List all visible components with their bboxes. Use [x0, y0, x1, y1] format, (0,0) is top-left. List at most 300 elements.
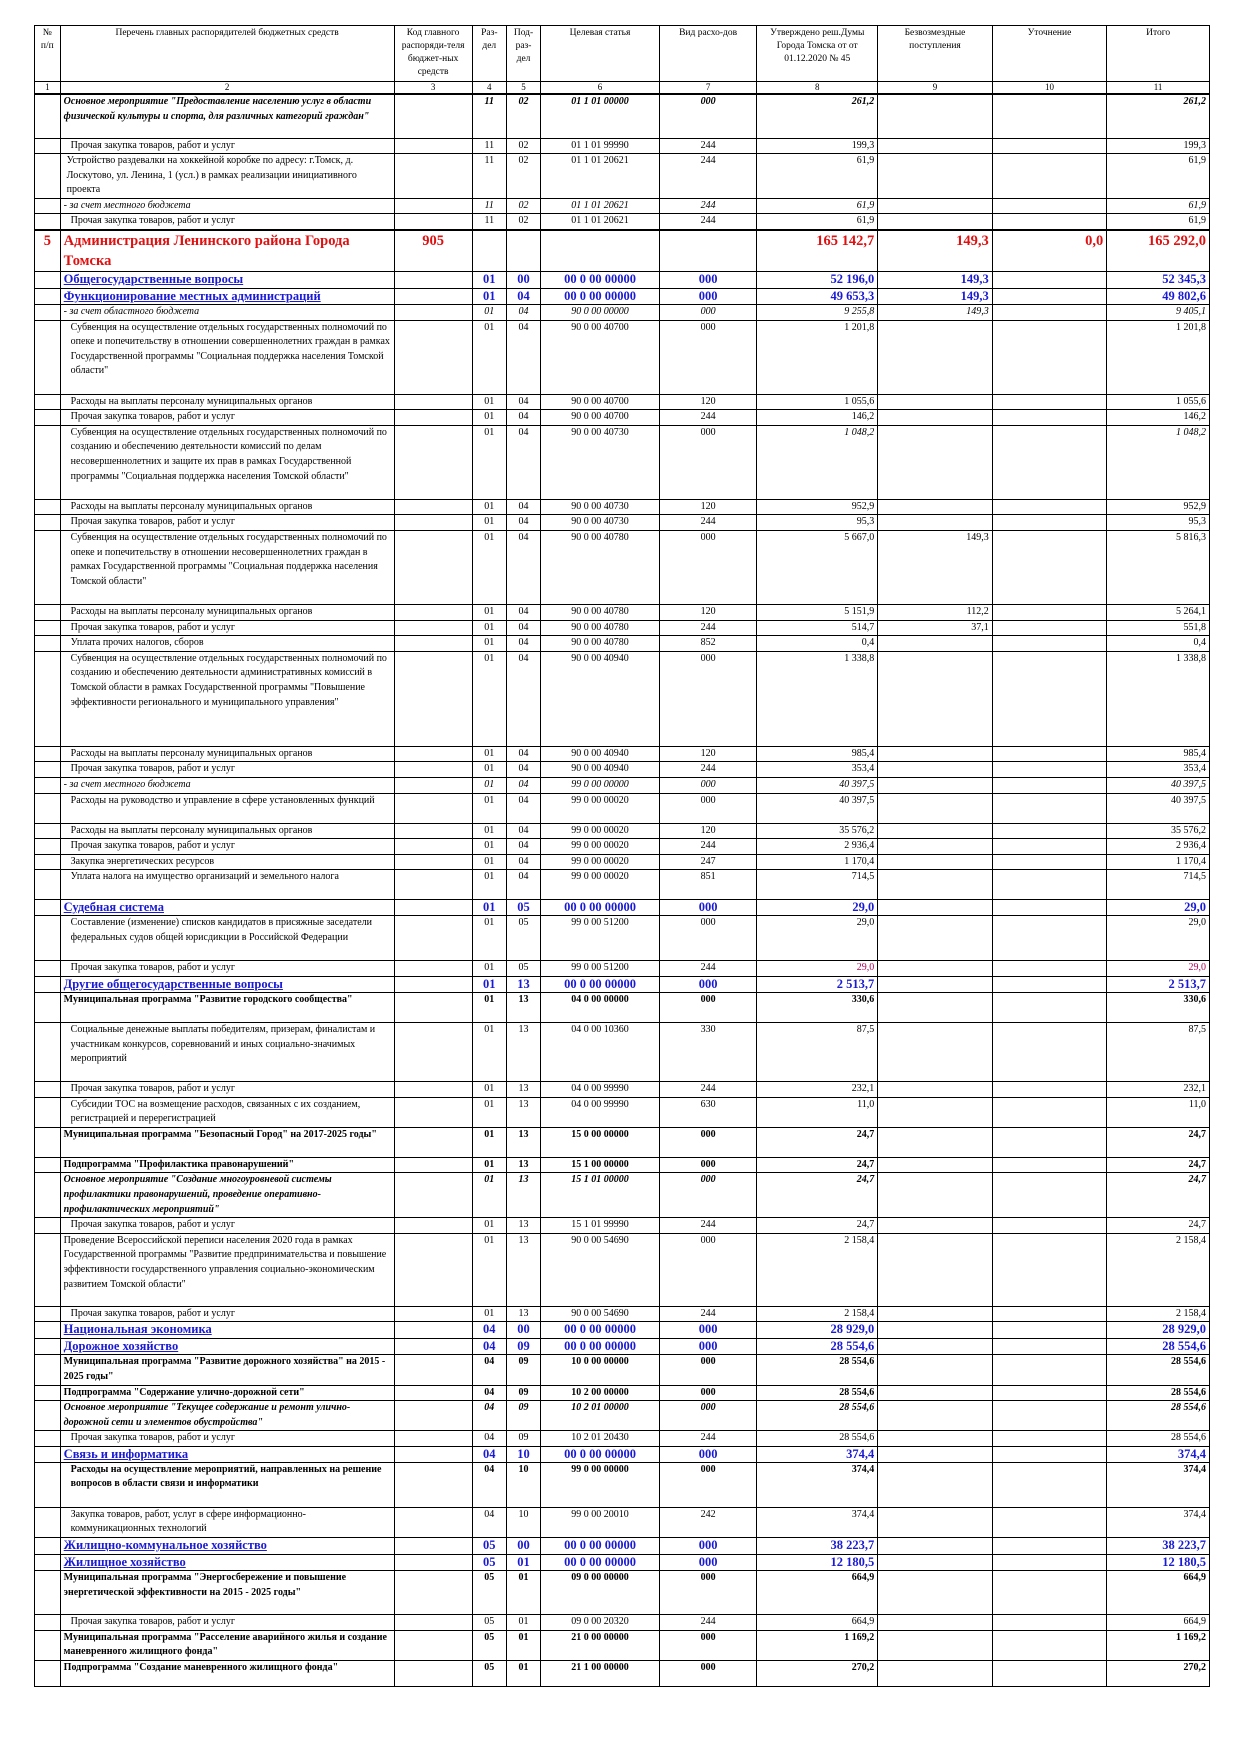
row-type: 000 — [659, 1630, 756, 1660]
row-type: 000 — [659, 1339, 756, 1355]
row-gratis — [878, 214, 993, 230]
row-subsection: 04 — [506, 515, 540, 531]
row-total: 29,0 — [1107, 916, 1210, 961]
row-total: 95,3 — [1107, 515, 1210, 531]
row-code — [394, 762, 472, 778]
row-target: 90 0 00 40780 — [541, 620, 660, 636]
row-target: 90 0 00 40730 — [541, 499, 660, 515]
row-gratis — [878, 154, 993, 199]
row-gratis — [878, 793, 993, 823]
row-number — [35, 900, 61, 916]
row-total: 29,0 — [1107, 961, 1210, 977]
table-row — [35, 1306, 1210, 1322]
row-approved: 24,7 — [757, 1218, 878, 1234]
row-target: 90 0 00 40780 — [541, 531, 660, 605]
row-gratis: 149,3 — [878, 305, 993, 321]
row-adjust — [992, 154, 1107, 199]
row-adjust — [992, 499, 1107, 515]
row-gratis — [878, 1462, 993, 1507]
row-type: 000 — [659, 1173, 756, 1218]
row-code — [394, 154, 472, 199]
row-approved: 270,2 — [757, 1660, 878, 1686]
row-type: 000 — [659, 778, 756, 794]
row-target: 00 0 00 00000 — [541, 289, 660, 305]
row-code — [394, 410, 472, 426]
col-number: 4 — [472, 82, 506, 95]
row-target: 15 0 00 00000 — [541, 1127, 660, 1157]
table-row — [35, 1571, 1210, 1615]
row-name: Социальные денежные выплаты победителям, призерам, финалистам и участникам конкурсов, соревнований и иных социально-значимых мероприятий — [60, 1022, 394, 1081]
row-adjust — [992, 94, 1107, 138]
col-number: 8 — [757, 82, 878, 95]
row-subsection: 13 — [506, 1127, 540, 1157]
row-approved: 514,7 — [757, 620, 878, 636]
row-gratis — [878, 198, 993, 214]
row-adjust — [992, 289, 1107, 305]
row-number — [35, 620, 61, 636]
row-total: 29,0 — [1107, 900, 1210, 916]
row-target: 99 0 00 00020 — [541, 839, 660, 855]
row-type: 000 — [659, 900, 756, 916]
row-adjust — [992, 1660, 1107, 1686]
row-subsection: 04 — [506, 870, 540, 900]
row-number — [35, 605, 61, 621]
row-type: 000 — [659, 651, 756, 746]
table-row — [35, 651, 1210, 746]
row-code — [394, 1507, 472, 1537]
row-gratis — [878, 976, 993, 992]
row-section: 11 — [472, 138, 506, 154]
row-name: Дорожное хозяйство — [60, 1339, 394, 1355]
row-approved: 61,9 — [757, 198, 878, 214]
row-adjust — [992, 214, 1107, 230]
header-target: Целевая статья — [541, 26, 660, 82]
row-subsection: 02 — [506, 198, 540, 214]
row-adjust — [992, 1127, 1107, 1157]
row-target: 10 2 01 00000 — [541, 1401, 660, 1431]
row-name: Субвенция на осуществление отдельных государственных полномочий по опеке и попечительству в отношении несовершеннолетних граждан в рамках Государственной программы "Социальная поддержка населения Томской области" — [60, 531, 394, 605]
row-total: 374,4 — [1107, 1507, 1210, 1537]
row-target: 04 0 00 99990 — [541, 1097, 660, 1127]
row-adjust — [992, 636, 1107, 652]
row-name: Уплата прочих налогов, сборов — [60, 636, 394, 652]
budget-table-sheet — [34, 25, 1210, 1687]
col-number: 9 — [878, 82, 993, 95]
row-name: Прочая закупка товаров, работ и услуг — [60, 620, 394, 636]
row-subsection: 13 — [506, 1306, 540, 1322]
row-gratis: 149,3 — [878, 272, 993, 289]
row-code — [394, 605, 472, 621]
row-approved: 29,0 — [757, 916, 878, 961]
row-adjust — [992, 394, 1107, 410]
row-number — [35, 1385, 61, 1401]
row-number — [35, 916, 61, 961]
row-name: Прочая закупка товаров, работ и услуг — [60, 1615, 394, 1631]
row-subsection: 13 — [506, 1022, 540, 1081]
row-number — [35, 1555, 61, 1571]
row-number — [35, 823, 61, 839]
row-approved: 5 151,9 — [757, 605, 878, 621]
col-number: 1 — [35, 82, 61, 95]
row-type: 330 — [659, 1022, 756, 1081]
row-total: 2 158,4 — [1107, 1233, 1210, 1306]
row-total: 664,9 — [1107, 1615, 1210, 1631]
row-name: Подпрограмма "Создание маневренного жилищного фонда" — [60, 1660, 394, 1686]
table-row — [35, 198, 1210, 214]
row-total: 5 264,1 — [1107, 605, 1210, 621]
row-number — [35, 992, 61, 1022]
row-adjust — [992, 793, 1107, 823]
row-name: Расходы на руководство и управление в сфере установленных функций — [60, 793, 394, 823]
row-name: Жилищно-коммунальное хозяйство — [60, 1538, 394, 1555]
row-target: 00 0 00 00000 — [541, 976, 660, 992]
table-row — [35, 499, 1210, 515]
row-gratis — [878, 394, 993, 410]
row-name: Жилищное хозяйство — [60, 1555, 394, 1571]
row-type: 000 — [659, 1385, 756, 1401]
row-gratis — [878, 1507, 993, 1537]
row-number — [35, 1322, 61, 1339]
row-number — [35, 870, 61, 900]
row-total: 28 554,6 — [1107, 1355, 1210, 1385]
row-number — [35, 1462, 61, 1507]
row-total: 664,9 — [1107, 1571, 1210, 1615]
row-gratis — [878, 961, 993, 977]
row-gratis — [878, 1385, 993, 1401]
row-approved: 2 513,7 — [757, 976, 878, 992]
row-name: Субвенция на осуществление отдельных государственных полномочий по созданию и обеспечению деятельности административных комиссий в Томской области в рамках Государственной программы "Повышение эффективности регионального и муниципального управления" — [60, 651, 394, 746]
row-section: 04 — [472, 1401, 506, 1431]
row-type: 000 — [659, 1555, 756, 1571]
row-type: 000 — [659, 531, 756, 605]
row-adjust — [992, 992, 1107, 1022]
row-subsection: 04 — [506, 636, 540, 652]
row-subsection: 09 — [506, 1339, 540, 1355]
row-number — [35, 410, 61, 426]
row-total: 28 554,6 — [1107, 1431, 1210, 1447]
row-name: Функционирование местных администраций — [60, 289, 394, 305]
row-total: 24,7 — [1107, 1218, 1210, 1234]
header-name: Перечень главных распорядителей бюджетных средств — [60, 26, 394, 82]
row-gratis — [878, 1446, 993, 1462]
row-approved: 2 936,4 — [757, 839, 878, 855]
table-row — [35, 154, 1210, 199]
row-total: 61,9 — [1107, 198, 1210, 214]
header-subsection: Под-раз-дел — [506, 26, 540, 82]
row-gratis — [878, 1615, 993, 1631]
row-type: 244 — [659, 961, 756, 977]
table-row — [35, 214, 1210, 230]
row-section: 11 — [472, 198, 506, 214]
table-row — [35, 1022, 1210, 1081]
row-approved: 2 158,4 — [757, 1306, 878, 1322]
row-type: 000 — [659, 320, 756, 394]
row-target: 90 0 00 40730 — [541, 425, 660, 499]
row-gratis — [878, 1173, 993, 1218]
row-target: 99 0 00 51200 — [541, 916, 660, 961]
table-row — [35, 778, 1210, 794]
row-total: 985,4 — [1107, 746, 1210, 762]
row-name: Общегосударственные вопросы — [60, 272, 394, 289]
row-name: Муниципальная программа "Энергосбережение и повышение энергетической эффективности на 2015 - 2025 годы" — [60, 1571, 394, 1615]
row-subsection: 01 — [506, 1571, 540, 1615]
row-name: Основное мероприятие "Предоставление населению услуг в области физической культуры и спорта, для различных категорий граждан" — [60, 94, 394, 138]
table-row — [35, 138, 1210, 154]
row-gratis — [878, 1339, 993, 1355]
row-total: 261,2 — [1107, 94, 1210, 138]
col-number: 2 — [60, 82, 394, 95]
row-adjust — [992, 198, 1107, 214]
table-row — [35, 410, 1210, 426]
row-gratis — [878, 1081, 993, 1097]
row-approved: 49 653,3 — [757, 289, 878, 305]
row-code — [394, 272, 472, 289]
row-gratis — [878, 636, 993, 652]
row-code — [394, 823, 472, 839]
row-number — [35, 1022, 61, 1081]
row-subsection: 04 — [506, 793, 540, 823]
row-code — [394, 1081, 472, 1097]
row-section: 05 — [472, 1660, 506, 1686]
table-row — [35, 605, 1210, 621]
row-target: 90 0 00 40780 — [541, 636, 660, 652]
row-code — [394, 214, 472, 230]
row-section: 04 — [472, 1431, 506, 1447]
row-target: 10 2 01 20430 — [541, 1431, 660, 1447]
row-type: 244 — [659, 1431, 756, 1447]
row-approved: 165 142,7 — [757, 230, 878, 272]
row-section: 05 — [472, 1615, 506, 1631]
row-gratis: 149,3 — [878, 289, 993, 305]
row-gratis — [878, 1097, 993, 1127]
row-target: 00 0 00 00000 — [541, 1446, 660, 1462]
table-row — [35, 1173, 1210, 1218]
row-total: 232,1 — [1107, 1081, 1210, 1097]
row-code — [394, 793, 472, 823]
row-approved: 9 255,8 — [757, 305, 878, 321]
row-adjust — [992, 605, 1107, 621]
row-total: 146,2 — [1107, 410, 1210, 426]
row-adjust — [992, 1507, 1107, 1537]
row-type: 244 — [659, 1615, 756, 1631]
row-name: - за счет местного бюджета — [60, 778, 394, 794]
row-target: 01 1 01 20621 — [541, 198, 660, 214]
table-header-row — [35, 26, 1210, 82]
row-number — [35, 1355, 61, 1385]
row-approved: 24,7 — [757, 1173, 878, 1218]
row-type: 000 — [659, 289, 756, 305]
row-adjust — [992, 305, 1107, 321]
row-code — [394, 425, 472, 499]
row-number — [35, 1157, 61, 1173]
header-code: Код главного распоряди-теля бюджет-ных средств — [394, 26, 472, 82]
row-total: 1 201,8 — [1107, 320, 1210, 394]
row-adjust — [992, 900, 1107, 916]
row-gratis — [878, 992, 993, 1022]
row-name: Расходы на выплаты персоналу муниципальных органов — [60, 823, 394, 839]
row-code — [394, 1446, 472, 1462]
row-subsection: 04 — [506, 305, 540, 321]
header-approved: Утверждено реш.Думы Города Томска от от 01.12.2020 № 45 — [757, 26, 878, 82]
row-section — [472, 230, 506, 272]
row-total: 714,5 — [1107, 870, 1210, 900]
row-name: Расходы на выплаты персоналу муниципальных органов — [60, 605, 394, 621]
row-code — [394, 1322, 472, 1339]
col-number: 10 — [992, 82, 1107, 95]
row-total: 35 576,2 — [1107, 823, 1210, 839]
row-subsection: 10 — [506, 1446, 540, 1462]
row-number — [35, 1097, 61, 1127]
row-total: 1 169,2 — [1107, 1630, 1210, 1660]
row-code — [394, 1233, 472, 1306]
row-approved: 40 397,5 — [757, 778, 878, 794]
row-code — [394, 976, 472, 992]
row-section: 01 — [472, 636, 506, 652]
table-row — [35, 1157, 1210, 1173]
table-row — [35, 1462, 1210, 1507]
row-number — [35, 154, 61, 199]
row-number — [35, 1127, 61, 1157]
row-subsection: 02 — [506, 138, 540, 154]
row-adjust — [992, 1322, 1107, 1339]
row-target: 01 1 01 00000 — [541, 94, 660, 138]
row-target: 10 2 00 00000 — [541, 1385, 660, 1401]
row-gratis — [878, 900, 993, 916]
row-type: 000 — [659, 94, 756, 138]
row-approved: 199,3 — [757, 138, 878, 154]
row-total: 24,7 — [1107, 1173, 1210, 1218]
row-type: 120 — [659, 394, 756, 410]
row-target: 01 1 01 20621 — [541, 214, 660, 230]
row-number — [35, 636, 61, 652]
row-adjust — [992, 1355, 1107, 1385]
row-approved: 28 554,6 — [757, 1339, 878, 1355]
row-code — [394, 1385, 472, 1401]
row-gratis — [878, 916, 993, 961]
row-gratis — [878, 320, 993, 394]
table-row — [35, 230, 1210, 272]
row-section: 01 — [472, 531, 506, 605]
row-total: 165 292,0 — [1107, 230, 1210, 272]
row-code — [394, 1538, 472, 1555]
row-number — [35, 214, 61, 230]
row-gratis — [878, 1233, 993, 1306]
row-total: 40 397,5 — [1107, 778, 1210, 794]
row-target: 90 0 00 40940 — [541, 651, 660, 746]
row-gratis — [878, 1630, 993, 1660]
row-target: 90 0 00 40940 — [541, 762, 660, 778]
row-type: 000 — [659, 976, 756, 992]
row-section: 01 — [472, 992, 506, 1022]
row-number — [35, 961, 61, 977]
row-adjust — [992, 531, 1107, 605]
row-name: Другие общегосударственные вопросы — [60, 976, 394, 992]
row-type: 244 — [659, 138, 756, 154]
column-number-row — [35, 82, 1210, 95]
row-subsection: 13 — [506, 1218, 540, 1234]
row-approved: 353,4 — [757, 762, 878, 778]
table-row — [35, 870, 1210, 900]
row-total: 374,4 — [1107, 1462, 1210, 1507]
row-number — [35, 1173, 61, 1218]
row-type: 852 — [659, 636, 756, 652]
row-name: Прочая закупка товаров, работ и услуг — [60, 961, 394, 977]
row-name: Расходы на выплаты персоналу муниципальных органов — [60, 746, 394, 762]
row-type: 244 — [659, 154, 756, 199]
row-type: 000 — [659, 1401, 756, 1431]
row-code — [394, 916, 472, 961]
row-subsection: 04 — [506, 289, 540, 305]
row-code: 905 — [394, 230, 472, 272]
row-section: 11 — [472, 154, 506, 199]
row-number — [35, 746, 61, 762]
row-number — [35, 1339, 61, 1355]
row-subsection: 13 — [506, 1233, 540, 1306]
row-total: 87,5 — [1107, 1022, 1210, 1081]
row-subsection: 13 — [506, 1097, 540, 1127]
row-approved: 1 048,2 — [757, 425, 878, 499]
col-number: 3 — [394, 82, 472, 95]
row-gratis — [878, 1127, 993, 1157]
row-type: 000 — [659, 1660, 756, 1686]
row-section: 01 — [472, 272, 506, 289]
table-row — [35, 1538, 1210, 1555]
row-subsection: 00 — [506, 272, 540, 289]
row-adjust — [992, 620, 1107, 636]
row-adjust — [992, 1097, 1107, 1127]
row-name: Прочая закупка товаров, работ и услуг — [60, 1218, 394, 1234]
row-code — [394, 1157, 472, 1173]
row-approved: 28 929,0 — [757, 1322, 878, 1339]
row-name: Прочая закупка товаров, работ и услуг — [60, 839, 394, 855]
row-name: Субсидии ТОС на возмещение расходов, связанных с их созданием, регистрацией и перерегистрацией — [60, 1097, 394, 1127]
row-subsection: 04 — [506, 839, 540, 855]
row-section: 01 — [472, 305, 506, 321]
row-name: Прочая закупка товаров, работ и услуг — [60, 1081, 394, 1097]
table-row — [35, 839, 1210, 855]
row-subsection: 02 — [506, 154, 540, 199]
row-subsection: 04 — [506, 651, 540, 746]
table-row — [35, 793, 1210, 823]
row-code — [394, 320, 472, 394]
table-row — [35, 320, 1210, 394]
row-type: 851 — [659, 870, 756, 900]
row-type: 244 — [659, 214, 756, 230]
row-adjust — [992, 1431, 1107, 1447]
row-target: 04 0 00 00000 — [541, 992, 660, 1022]
row-total: 38 223,7 — [1107, 1538, 1210, 1555]
header-type: Вид расхо-дов — [659, 26, 756, 82]
table-row — [35, 1401, 1210, 1431]
row-gratis — [878, 1157, 993, 1173]
row-section: 01 — [472, 651, 506, 746]
row-target: 90 0 00 40700 — [541, 410, 660, 426]
row-number — [35, 976, 61, 992]
row-code — [394, 870, 472, 900]
row-approved: 35 576,2 — [757, 823, 878, 839]
row-code — [394, 1630, 472, 1660]
table-row — [35, 1127, 1210, 1157]
row-subsection: 01 — [506, 1630, 540, 1660]
row-section: 01 — [472, 870, 506, 900]
budget-table — [34, 25, 1210, 1687]
row-type: 000 — [659, 992, 756, 1022]
row-section: 01 — [472, 839, 506, 855]
row-target: 01 1 01 99990 — [541, 138, 660, 154]
table-row — [35, 1431, 1210, 1447]
table-row — [35, 916, 1210, 961]
header-num: № п/п — [35, 26, 61, 82]
